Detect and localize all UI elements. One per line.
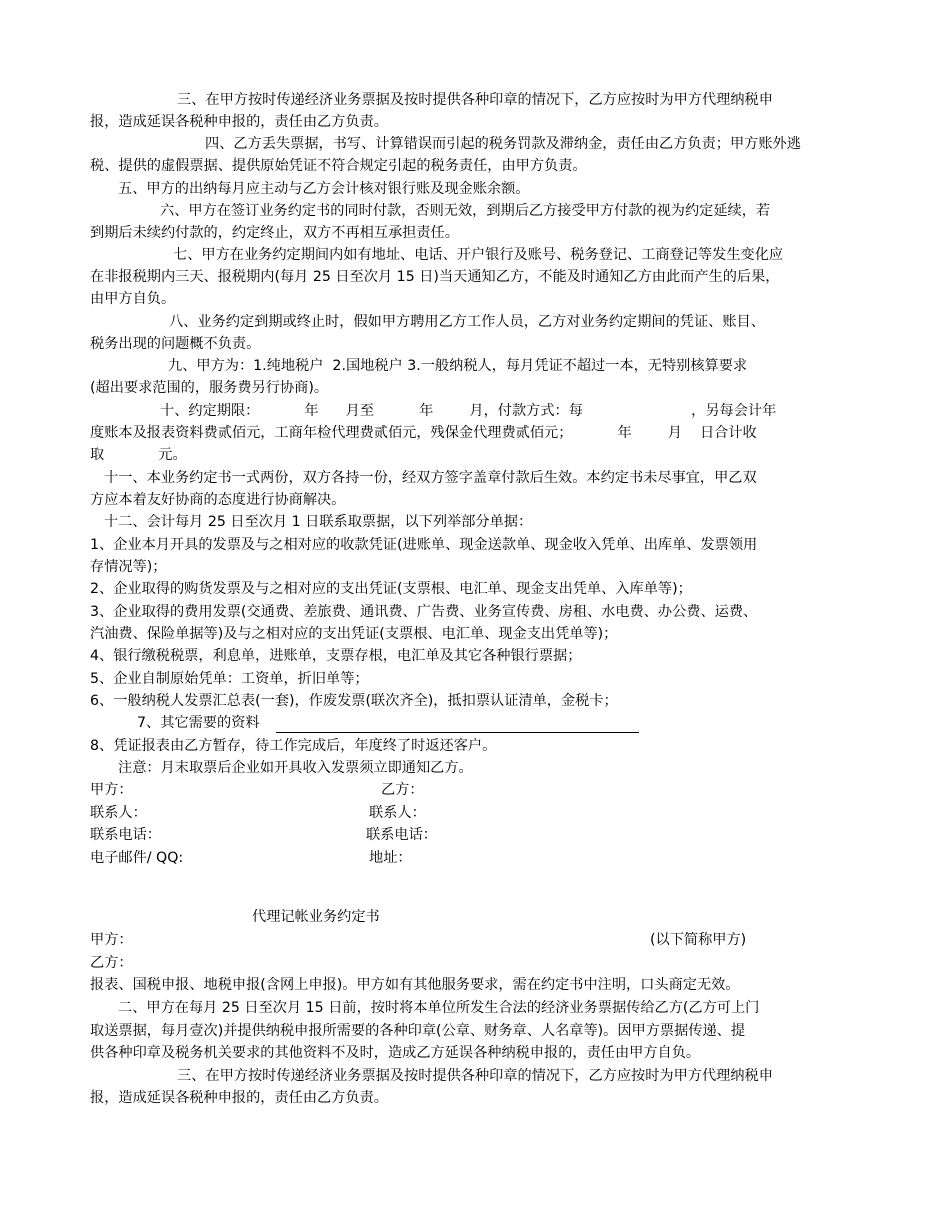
clause-10-line-1: 十、约定期限： 年 月至 年 月，付款方式：每 ，另每会计年	[160, 403, 777, 419]
contact-b-label: 联系人：	[369, 805, 426, 821]
second-doc-party-a: 甲方：	[90, 932, 133, 948]
list-item-2: 2、企业取得的购货发票及与之相对应的支出凭证(支票根、电汇单、现金支出凭单、入库单等)；	[90, 581, 692, 597]
clause-9-line-2: (超出要求范围的，服务费另行协商)。	[90, 380, 329, 396]
list-item-1-line-1: 1、企业本月开具的发票及与之相对应的收款凭证(进账单、现金送款单、现金收入凭单、出库单、发票领用	[90, 537, 758, 553]
clause-7-line-1: 七、甲方在业务约定期间内如有地址、电话、开户银行及账号、税务登记、工商登记等发生变化应	[173, 247, 784, 263]
clause-7-line-3: 由甲方自负。	[90, 291, 176, 307]
email-a-label: 电子邮件/ QQ:	[90, 850, 184, 866]
notice-line: 注意：月末取票后企业如开具收入发票须立即通知乙方。	[118, 760, 473, 776]
clause-6-line-1: 六、甲方在签订业务约定书的同时付款，否则无效，到期后乙方接受甲方付款的视为约定延续，若	[160, 203, 771, 219]
clause-3-line-1: 三、在甲方按时传递经济业务票据及按时提供各种印章的情况下，乙方应按时为甲方代理纳税申	[177, 92, 773, 108]
second-doc-clause-3-line-2: 报，造成延误各税种申报的，责任由乙方负责。	[90, 1090, 388, 1106]
list-item-7: 7、其它需要的资料	[137, 715, 260, 731]
phone-b-label: 联系电话：	[366, 827, 437, 843]
clause-10-line-3: 取 元。	[90, 447, 187, 463]
clause-3-line-2: 报，造成延误各税种申报的，责任由乙方负责。	[90, 114, 388, 130]
clause-11-line-1: 十一、本业务约定书一式两份，双方各持一份，经双方签字盖章付款后生效。本约定书未尽事宜，甲乙双	[104, 470, 757, 486]
clause-5: 五、甲方的出纳每月应主动与乙方会计核对银行账及现金账余额。	[118, 181, 530, 197]
list-item-3-line-1: 3、企业取得的费用发票(交通费、差旅费、通讯费、广告费、业务宣传费、房租、水电费、办公费、运费、	[90, 604, 758, 620]
clause-7-line-2: 在非报税期内三天、报税期内(每月 25 日至次月 15 日)当天通知乙方，不能及时通知乙方由此而产生的后果，	[90, 269, 780, 285]
clause-8-line-2: 税务出现的问题概不负责。	[90, 336, 261, 352]
second-doc-party-a-note: (以下简称甲方)	[650, 932, 747, 948]
list-item-5: 5、企业自制原始凭单：工资单，折旧单等；	[90, 671, 369, 687]
list-item-1-line-2: 存情况等)；	[90, 559, 167, 575]
clause-8-line-1: 八、业务约定到期或终止时，假如甲方聘用乙方工作人员，乙方对业务约定期间的凭证、账目、	[169, 314, 765, 330]
party-b-label: 乙方：	[381, 782, 424, 798]
list-item-3-line-2: 汽油费、保险单据等)及与之相对应的支出凭证(支票根、电汇单、现金支出凭单等)；	[90, 626, 618, 642]
second-doc-clause-3-line-1: 三、在甲方按时传递经济业务票据及按时提供各种印章的情况下，乙方应按时为甲方代理纳税申	[177, 1068, 773, 1084]
second-doc-line-1: 报表、国税申报、地税申报(含网上申报)。甲方如有其他服务要求，需在约定书中注明，口头商定无效。	[90, 977, 740, 993]
clause-11-line-2: 方应本着友好协商的态度进行协商解决。	[90, 492, 346, 508]
second-doc-clause-2-line-1: 二、甲方在每月 25 日至次月 15 日前，按时将本单位所发生合法的经济业务票据传给乙方(乙方可上门	[118, 1000, 760, 1016]
clause-4-line-2: 税、提供的虚假票据、提供原始凭证不符合规定引起的税务责任，由甲方负责。	[90, 158, 587, 174]
second-doc-clause-2-line-2: 取送票据，每月壹次)并提供纳税申报所需要的各种印章(公章、财务章、人名章等)。因甲方票据传递、提	[90, 1023, 746, 1039]
clause-10-line-2: 度账本及报表资料费贰佰元，工商年检代理费贰佰元，残保金代理费贰佰元； 年 月 日合计收	[90, 425, 757, 441]
clause-4-line-1: 四、乙方丢失票据，书写、计算错误而引起的税务罚款及滞纳金，责任由乙方负责；甲方账外逃	[205, 136, 801, 152]
clause-9-line-1: 九、甲方为：1.纯地税户 2.国地税户 3.一般纳税人，每月凭证不超过一本，无特别核算要求	[168, 358, 748, 374]
second-doc-party-b: 乙方：	[90, 955, 133, 971]
fill-in-underline	[276, 732, 639, 733]
party-a-label: 甲方：	[90, 782, 133, 798]
second-doc-clause-2-line-3: 供各种印章及税务机关要求的其他资料不及时，造成乙方延误各种纳税申报的，责任由甲方自负。	[90, 1045, 701, 1061]
clause-6-line-2: 到期后未续约付款的，约定终止，双方不再相互承担责任。	[90, 225, 459, 241]
second-doc-title: 代理记帐业务约定书	[252, 909, 380, 925]
contact-a-label: 联系人：	[90, 805, 147, 821]
list-item-6: 6、一般纳税人发票汇总表(一套)，作废发票(联次齐全)，抵扣票认证清单，金税卡；	[90, 693, 618, 709]
list-item-4: 4、银行缴税税票，利息单，进账单，支票存根，电汇单及其它各种银行票据；	[90, 648, 582, 664]
address-b-label: 地址：	[369, 850, 412, 866]
list-item-8: 8、凭证报表由乙方暂存，待工作完成后，年度终了时返还客户。	[90, 738, 497, 754]
clause-12-heading: 十二、会计每月 25 日至次月 1 日联系取票据，以下列举部分单据：	[104, 514, 533, 530]
phone-a-label: 联系电话：	[90, 827, 161, 843]
